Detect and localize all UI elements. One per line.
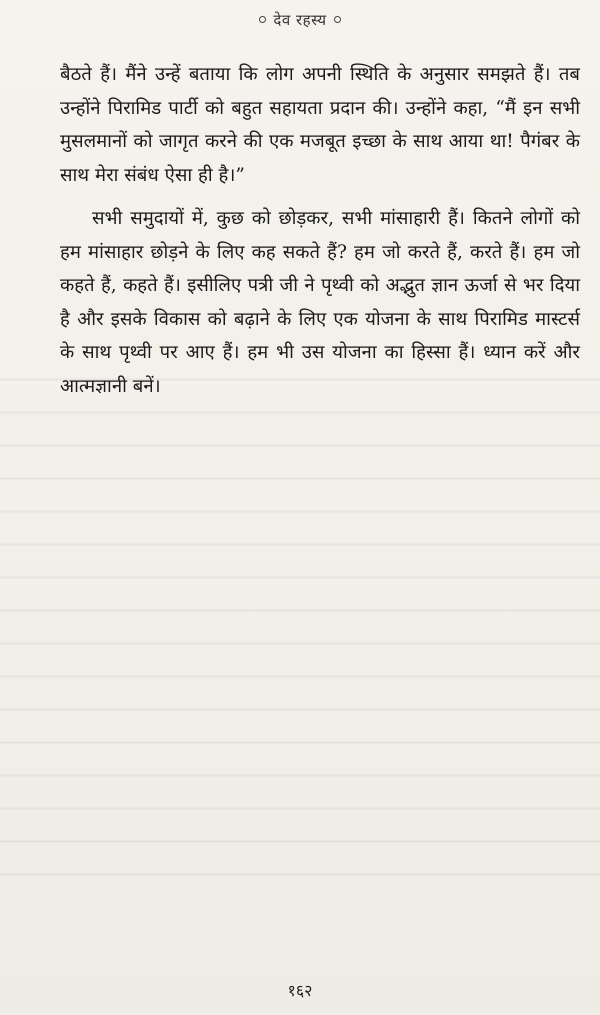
body-text <box>60 58 580 403</box>
paragraph-2: सभी समुदायों में, कुछ को छोड़कर, सभी मांसाहारी हैं। कितने लोगों को हम मांसाहार छोड़ने के लिए कह सकते हैं? हम जो करते हैं, करते हैं। हम जो कहते हैं, कहते हैं। इसीलिए पत्री जी ने पृथ्वी को अद्भुत ज्ञान ऊर्जा से भर दिया है और इसके विकास को बढ़ाने के लिए एक योजना के साथ पिरामिड मास्टर्स के साथ पृथ्वी पर आए हैं। हम भी उस योजना का हिस्सा हैं। ध्यान करें और आत्मज्ञानी बनें। <box>60 208 580 397</box>
ornament-dot-right <box>334 16 341 23</box>
page-number: १६२ <box>287 981 313 1000</box>
header-title: देव रहस्य <box>273 11 327 29</box>
ornament-dot-left <box>259 16 266 23</box>
paragraph-1: बैठते हैं। मैंने उन्हें बताया कि लोग अपनी स्थिति के अनुसार समझते हैं। तब उन्होंने पिरामिड पार्टी को बहुत सहायता प्रदान की। उन्होंने कहा, “मैं इन सभी मुसलमानों को जागृत करने की एक मजबूत इच्छा के साथ आया था! पैगंबर के साथ मेरा संबंध ऐसा ही है।” <box>60 64 580 186</box>
running-header <box>0 10 600 30</box>
show-through-text <box>0 360 600 880</box>
